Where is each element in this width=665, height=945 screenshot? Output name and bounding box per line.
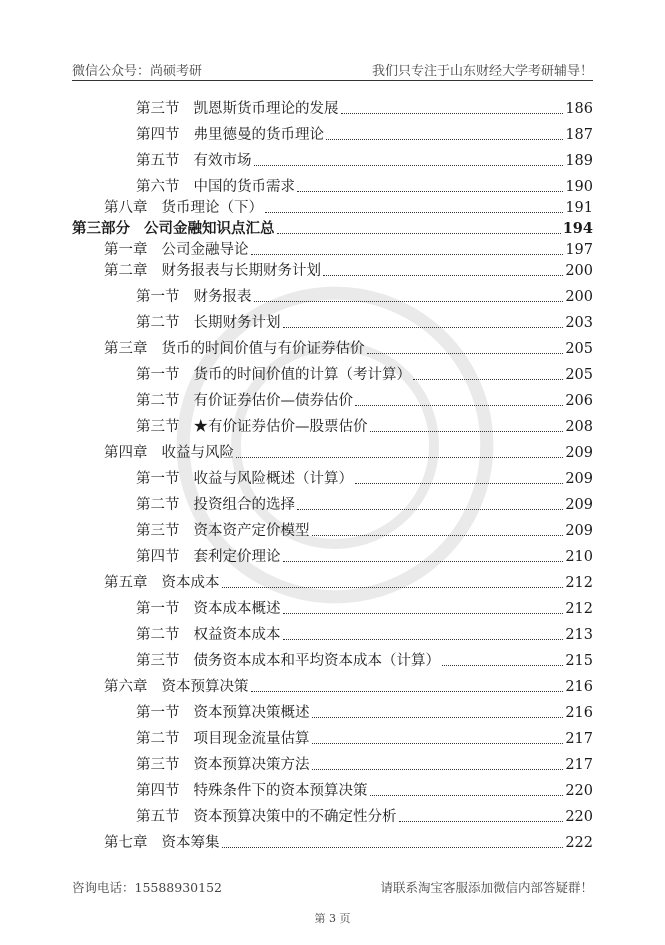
toc-entry-page: 210 bbox=[565, 549, 593, 565]
toc-leader-dots bbox=[283, 327, 564, 328]
toc-entry-title: 资本筹集 bbox=[161, 835, 220, 851]
toc-leader-dots bbox=[399, 821, 564, 822]
toc-entry-title: 凯恩斯货币理论的发展 bbox=[193, 101, 339, 117]
toc-entry-title: 有效市场 bbox=[193, 153, 252, 169]
toc-entry[interactable] bbox=[72, 259, 593, 280]
toc-entry-page: 187 bbox=[565, 127, 593, 143]
toc-entry-number: 第三节 bbox=[136, 757, 180, 773]
header-wechat: 微信公众号：尚硕考研 bbox=[72, 64, 203, 79]
toc-entry-page: 217 bbox=[565, 757, 593, 773]
toc-entry-number: 第五章 bbox=[104, 575, 148, 591]
toc-entry[interactable] bbox=[72, 670, 593, 696]
toc-leader-dots bbox=[265, 212, 563, 213]
toc-entry-title: 长期财务计划 bbox=[193, 315, 281, 331]
table-of-contents bbox=[72, 92, 593, 852]
toc-entry-number: 第六章 bbox=[104, 679, 148, 695]
toc-entry[interactable] bbox=[72, 514, 593, 540]
toc-entry[interactable] bbox=[72, 332, 593, 358]
toc-entry[interactable] bbox=[72, 92, 593, 118]
toc-leader-dots bbox=[442, 665, 563, 666]
toc-entry-page: 213 bbox=[565, 627, 593, 643]
toc-entry-title: 资本资产定价模型 bbox=[193, 523, 310, 539]
toc-entry[interactable] bbox=[72, 118, 593, 144]
toc-leader-dots bbox=[367, 353, 564, 354]
toc-entry-title: 财务报表与长期财务计划 bbox=[161, 263, 321, 279]
toc-entry[interactable] bbox=[72, 196, 593, 217]
toc-leader-dots bbox=[370, 431, 564, 432]
toc-entry[interactable] bbox=[72, 618, 593, 644]
toc-entry-page: 209 bbox=[565, 445, 593, 461]
toc-entry-title: 资本预算决策方法 bbox=[193, 757, 310, 773]
toc-leader-dots bbox=[277, 233, 561, 234]
toc-entry[interactable] bbox=[72, 217, 593, 238]
toc-entry-title: 资本预算决策 bbox=[161, 679, 249, 695]
toc-entry-number: 第四节 bbox=[136, 549, 180, 565]
toc-leader-dots bbox=[312, 743, 564, 744]
toc-entry-page: 208 bbox=[565, 419, 593, 435]
toc-entry-number: 第三章 bbox=[104, 341, 148, 357]
toc-entry-title: 资本成本 bbox=[161, 575, 220, 591]
header-slogan: 我们只专注于山东财经大学考研辅导！ bbox=[371, 64, 593, 79]
toc-leader-dots bbox=[222, 587, 564, 588]
toc-leader-dots bbox=[326, 139, 563, 140]
toc-entry-number: 第一节 bbox=[136, 705, 180, 721]
toc-entry-number: 第五节 bbox=[136, 153, 180, 169]
toc-entry[interactable] bbox=[72, 306, 593, 332]
toc-entry[interactable] bbox=[72, 280, 593, 306]
toc-leader-dots bbox=[312, 717, 564, 718]
toc-leader-dots bbox=[283, 613, 564, 614]
toc-entry[interactable] bbox=[72, 144, 593, 170]
toc-leader-dots bbox=[297, 191, 563, 192]
toc-entry-title: 债务资本成本和平均资本成本（计算） bbox=[193, 653, 440, 669]
toc-entry-page: 220 bbox=[565, 783, 593, 799]
toc-entry-title: 收益与风险 bbox=[161, 445, 234, 461]
toc-entry-number: 第三部分 bbox=[72, 220, 130, 237]
toc-entry-title: 公司金融知识点汇总 bbox=[144, 220, 275, 237]
toc-leader-dots bbox=[283, 561, 564, 562]
toc-entry[interactable] bbox=[72, 384, 593, 410]
toc-entry-number: 第七章 bbox=[104, 835, 148, 851]
toc-entry-title: 公司金融导论 bbox=[161, 242, 249, 258]
toc-entry-number: 第二章 bbox=[104, 263, 148, 279]
toc-entry-page: 215 bbox=[565, 653, 593, 669]
toc-entry-number: 第二节 bbox=[136, 393, 180, 409]
toc-entry[interactable] bbox=[72, 410, 593, 436]
toc-entry-title: 资本成本概述 bbox=[193, 601, 281, 617]
toc-entry-number: 第二节 bbox=[136, 315, 180, 331]
toc-entry-page: 194 bbox=[562, 220, 593, 237]
toc-entry-page: 186 bbox=[565, 101, 593, 117]
toc-entry-page: 209 bbox=[565, 471, 593, 487]
toc-entry[interactable] bbox=[72, 800, 593, 826]
toc-leader-dots bbox=[254, 301, 564, 302]
toc-entry-title: 权益资本成本 bbox=[193, 627, 281, 643]
toc-entry-title: ★有价证券估价—股票估价 bbox=[193, 419, 368, 435]
toc-leader-dots bbox=[297, 509, 563, 510]
page-header bbox=[72, 58, 593, 81]
toc-entry-title: 货币的时间价值与有价证券估价 bbox=[161, 341, 365, 357]
toc-entry-page: 206 bbox=[565, 393, 593, 409]
toc-entry[interactable] bbox=[72, 170, 593, 196]
toc-entry-title: 资本预算决策中的不确定性分析 bbox=[193, 809, 397, 825]
toc-entry[interactable] bbox=[72, 774, 593, 800]
toc-entry[interactable] bbox=[72, 826, 593, 852]
toc-entry[interactable] bbox=[72, 696, 593, 722]
toc-entry[interactable] bbox=[72, 592, 593, 618]
toc-leader-dots bbox=[355, 405, 563, 406]
toc-entry-number: 第六节 bbox=[136, 179, 180, 195]
toc-entry-number: 第三节 bbox=[136, 419, 180, 435]
toc-entry-title: 特殊条件下的资本预算决策 bbox=[193, 783, 368, 799]
toc-entry-page: 217 bbox=[565, 731, 593, 747]
toc-entry[interactable] bbox=[72, 722, 593, 748]
toc-entry-number: 第三节 bbox=[136, 653, 180, 669]
toc-entry-title: 弗里德曼的货币理论 bbox=[193, 127, 324, 143]
toc-entry-number: 第四节 bbox=[136, 127, 180, 143]
toc-entry-number: 第二节 bbox=[136, 627, 180, 643]
toc-leader-dots bbox=[251, 254, 564, 255]
page-number: 第 3 页 bbox=[314, 912, 351, 925]
toc-leader-dots bbox=[341, 113, 564, 114]
toc-leader-dots bbox=[222, 847, 564, 848]
toc-entry-page: 209 bbox=[565, 497, 593, 513]
toc-leader-dots bbox=[254, 165, 564, 166]
toc-entry[interactable] bbox=[72, 238, 593, 259]
toc-entry-page: 212 bbox=[565, 601, 593, 617]
toc-entry-title: 套利定价理论 bbox=[193, 549, 281, 565]
toc-entry-number: 第一节 bbox=[136, 471, 180, 487]
toc-entry-number: 第一章 bbox=[104, 242, 148, 258]
toc-leader-dots bbox=[312, 769, 564, 770]
toc-entry-page: 216 bbox=[565, 679, 593, 695]
toc-entry-title: 资本预算决策概述 bbox=[193, 705, 310, 721]
toc-entry-page: 200 bbox=[565, 263, 593, 279]
toc-entry-number: 第二节 bbox=[136, 731, 180, 747]
toc-leader-dots bbox=[236, 457, 563, 458]
toc-entry-page: 200 bbox=[565, 289, 593, 305]
toc-entry-page: 209 bbox=[565, 523, 593, 539]
toc-entry-page: 191 bbox=[565, 200, 593, 216]
toc-entry[interactable] bbox=[72, 748, 593, 774]
toc-entry[interactable] bbox=[72, 488, 593, 514]
toc-entry-page: 197 bbox=[565, 242, 593, 258]
toc-entry-number: 第四节 bbox=[136, 783, 180, 799]
toc-entry[interactable] bbox=[72, 644, 593, 670]
toc-entry[interactable] bbox=[72, 462, 593, 488]
toc-entry-number: 第一节 bbox=[136, 601, 180, 617]
toc-entry-title: 投资组合的选择 bbox=[193, 497, 295, 513]
toc-entry-title: 中国的货币需求 bbox=[193, 179, 295, 195]
toc-entry-number: 第二节 bbox=[136, 497, 180, 513]
toc-entry-number: 第一节 bbox=[136, 367, 180, 383]
toc-entry-page: 216 bbox=[565, 705, 593, 721]
toc-entry-number: 第八章 bbox=[104, 200, 148, 216]
footer-note: 请联系淘宝客服添加微信内部答疑群！ bbox=[380, 880, 593, 895]
toc-entry[interactable] bbox=[72, 358, 593, 384]
toc-entry-title: 货币理论（下） bbox=[161, 200, 263, 216]
toc-entry-title: 有价证券估价—债券估价 bbox=[193, 393, 353, 409]
toc-entry-number: 第三节 bbox=[136, 101, 180, 117]
toc-entry-number: 第五节 bbox=[136, 809, 180, 825]
toc-leader-dots bbox=[413, 379, 563, 380]
toc-entry-page: 190 bbox=[565, 179, 593, 195]
toc-entry-page: 203 bbox=[565, 315, 593, 331]
toc-leader-dots bbox=[370, 795, 564, 796]
footer-phone: 咨询电话：15588930152 bbox=[72, 880, 222, 895]
toc-entry[interactable] bbox=[72, 436, 593, 462]
toc-leader-dots bbox=[283, 639, 564, 640]
toc-leader-dots bbox=[355, 483, 563, 484]
toc-entry[interactable] bbox=[72, 540, 593, 566]
toc-entry-page: 220 bbox=[565, 809, 593, 825]
toc-entry-title: 项目现金流量估算 bbox=[193, 731, 310, 747]
toc-leader-dots bbox=[323, 275, 563, 276]
toc-entry-page: 212 bbox=[565, 575, 593, 591]
toc-entry-number: 第一节 bbox=[136, 289, 180, 305]
toc-entry[interactable] bbox=[72, 566, 593, 592]
toc-leader-dots bbox=[251, 691, 564, 692]
toc-leader-dots bbox=[312, 535, 564, 536]
toc-entry-title: 财务报表 bbox=[193, 289, 252, 305]
toc-entry-page: 189 bbox=[565, 153, 593, 169]
toc-entry-page: 222 bbox=[565, 835, 593, 851]
toc-entry-title: 货币的时间价值的计算（考计算） bbox=[193, 367, 411, 383]
toc-entry-page: 205 bbox=[565, 341, 593, 357]
toc-entry-page: 205 bbox=[565, 367, 593, 383]
toc-entry-title: 收益与风险概述（计算） bbox=[193, 471, 353, 487]
toc-entry-number: 第三节 bbox=[136, 523, 180, 539]
toc-entry-number: 第四章 bbox=[104, 445, 148, 461]
